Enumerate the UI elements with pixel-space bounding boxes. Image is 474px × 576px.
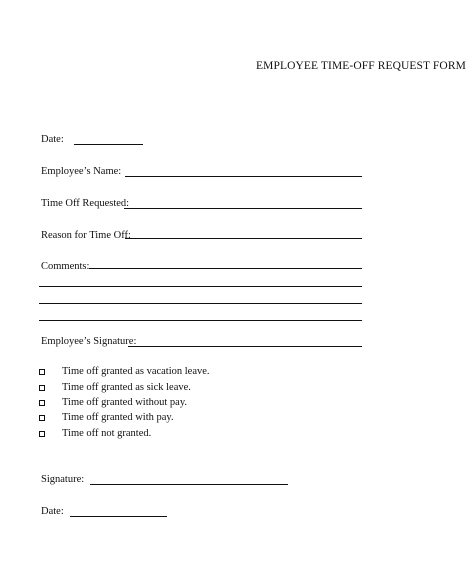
comments-line[interactable] [89,268,362,269]
option-row[interactable] [39,382,191,394]
checkbox-icon[interactable] [39,400,45,406]
checkbox-icon[interactable] [39,415,45,421]
date-line[interactable] [74,144,143,145]
time-off-requested-label: Time Off Requested: [41,198,130,209]
option-row[interactable] [39,366,210,378]
employee-signature-label: Employee’s Signature: [41,336,137,347]
footer-date-line[interactable] [70,516,167,517]
checkbox-icon[interactable] [39,431,45,437]
checkbox-icon[interactable] [39,369,45,375]
option-row[interactable] [39,412,174,424]
signature-line[interactable] [90,484,288,485]
option-label: Time off granted as sick leave. [62,382,191,393]
reason-line[interactable] [125,238,362,239]
time-off-requested-line[interactable] [124,208,362,209]
option-label: Time off granted without pay. [62,397,188,408]
employee-name-label: Employee’s Name: [41,166,122,177]
option-label: Time off not granted. [62,428,152,439]
option-label: Time off granted as vacation leave. [62,366,210,377]
comments-label: Comments: [41,261,90,272]
employee-name-line[interactable] [125,176,362,177]
option-label: Time off granted with pay. [62,412,174,423]
reason-label: Reason for Time Off: [41,230,131,241]
comments-line[interactable] [39,286,362,287]
comments-line[interactable] [39,320,362,321]
footer-date-label: Date: [41,506,64,517]
option-row[interactable] [39,428,151,440]
date-label: Date: [41,134,64,145]
comments-line[interactable] [39,303,362,304]
option-row[interactable] [39,397,187,409]
signature-label: Signature: [41,474,85,485]
checkbox-icon[interactable] [39,385,45,391]
employee-signature-line[interactable] [128,346,362,347]
form-title: EMPLOYEE TIME-OFF REQUEST FORM [256,60,466,72]
